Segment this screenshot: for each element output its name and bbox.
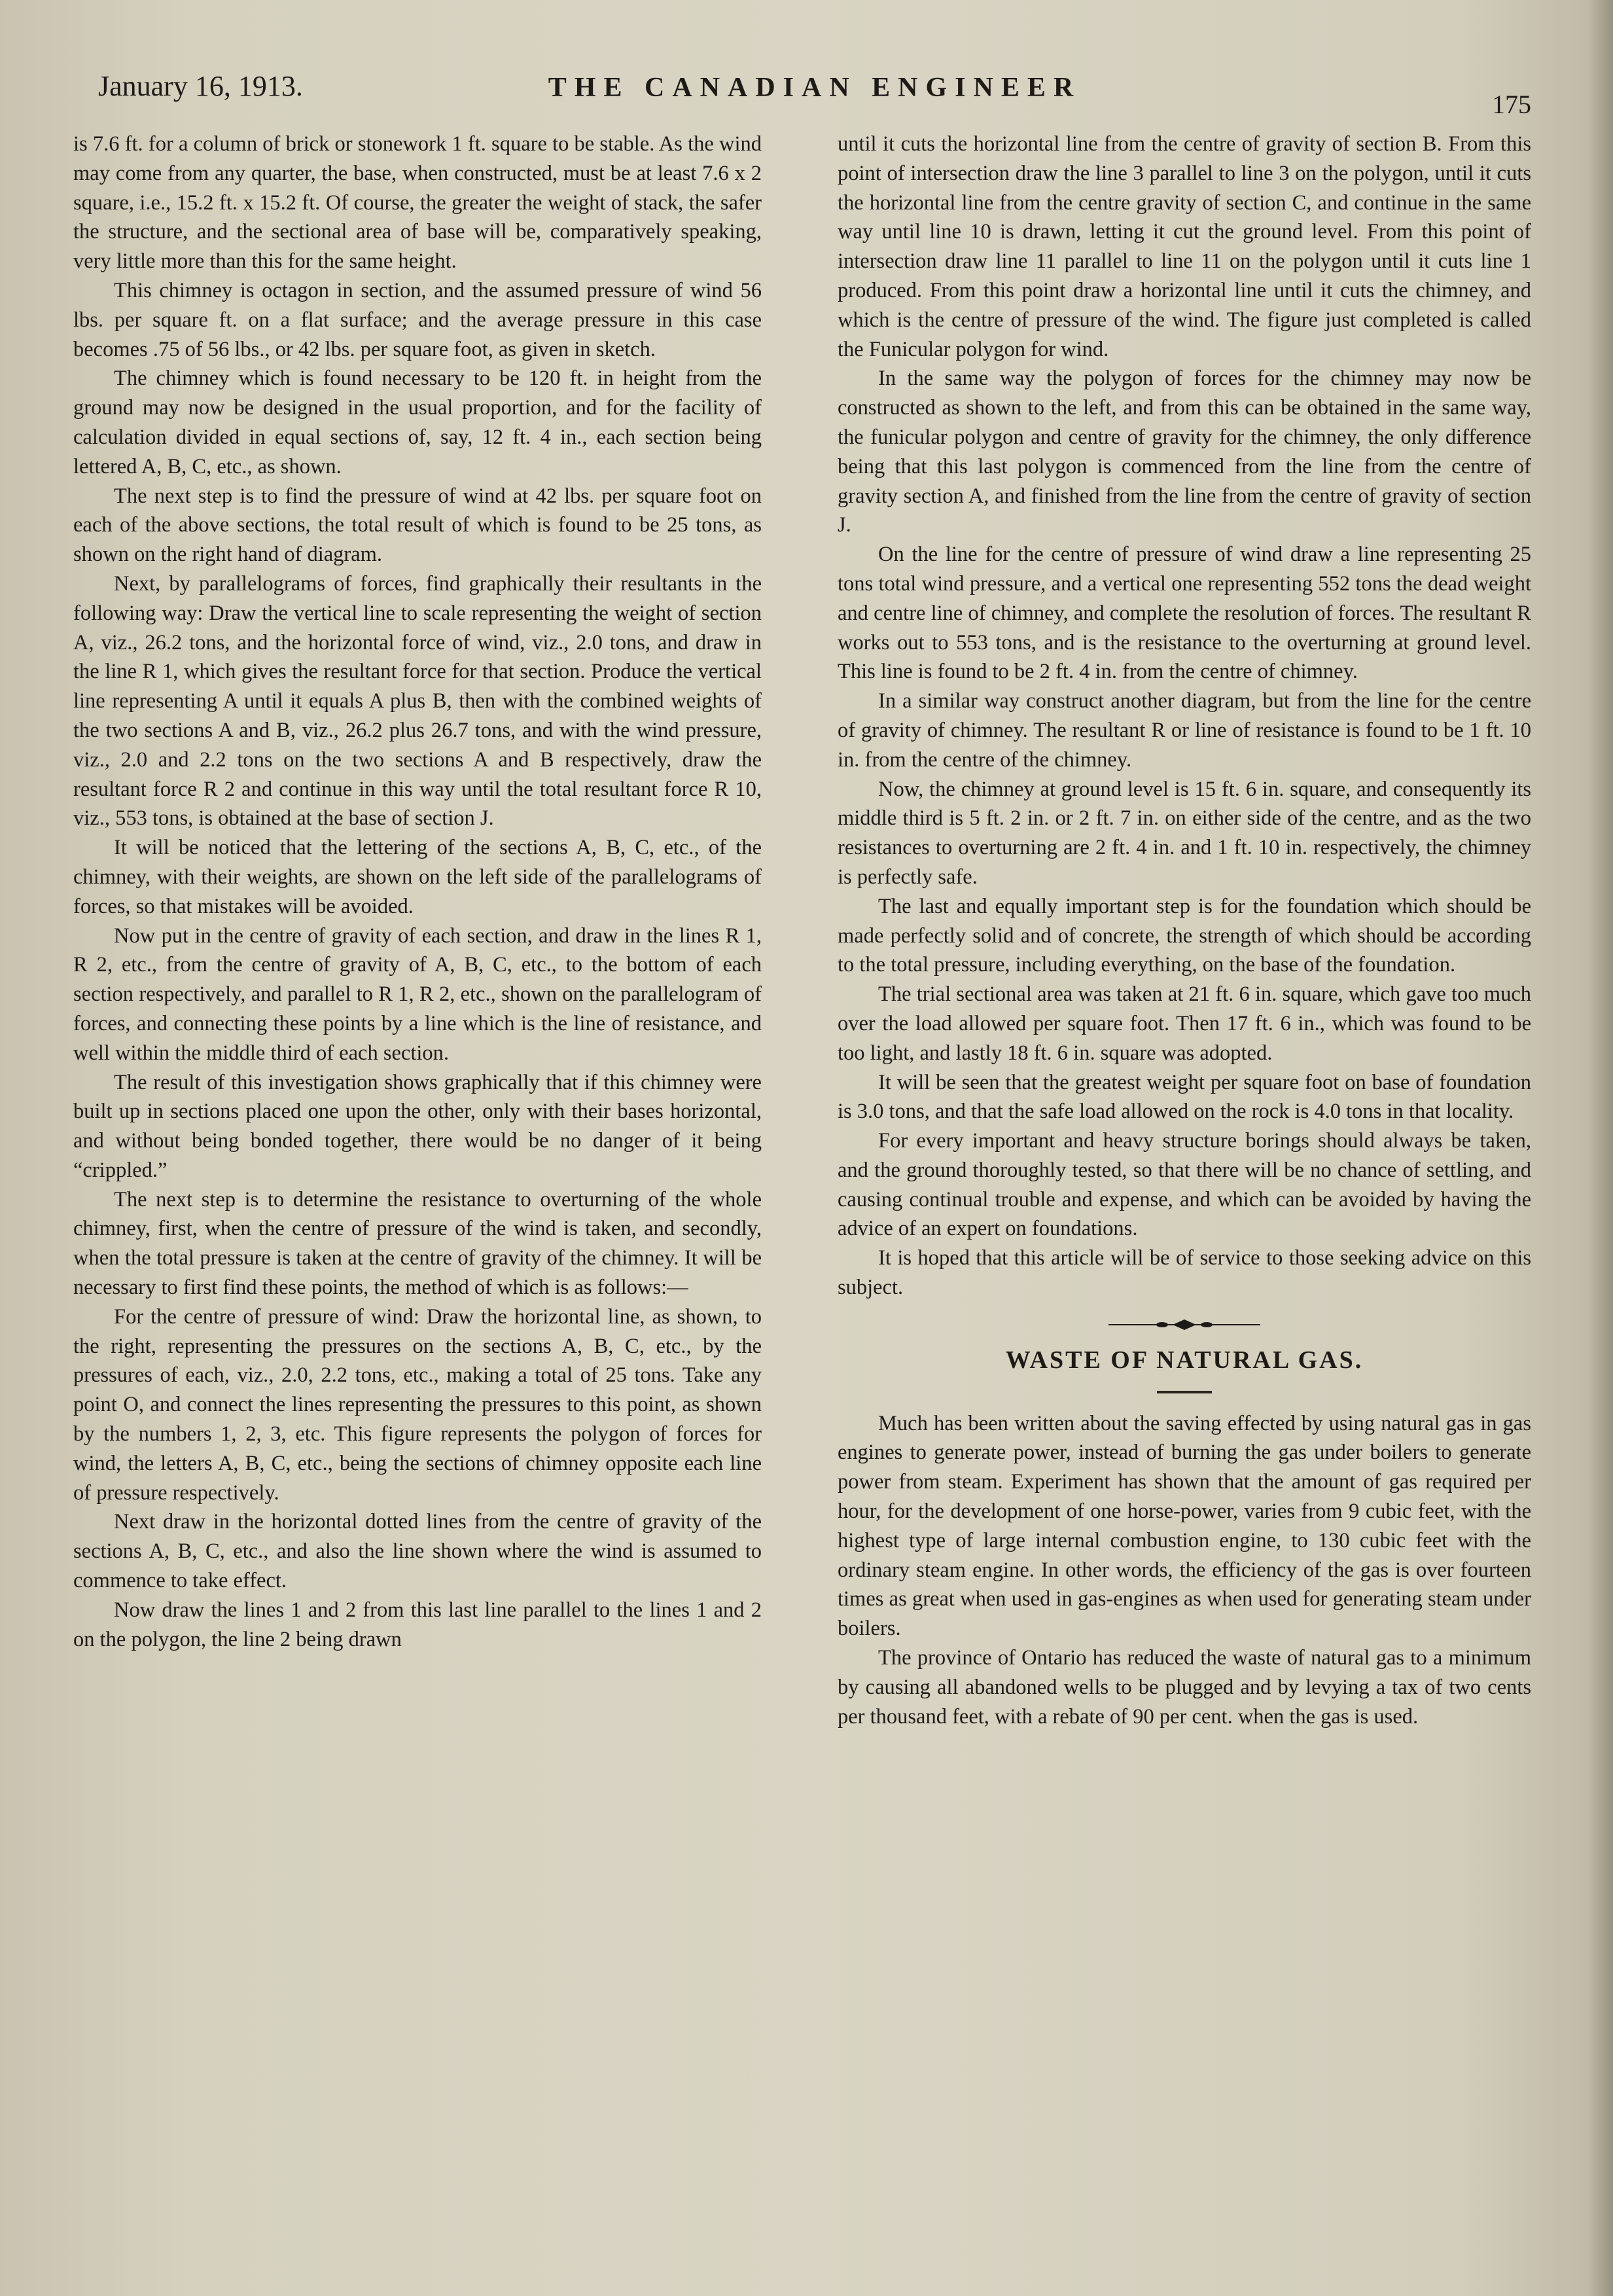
paragraph: Next, by parallelograms of forces, find graphically their resultants in the following way: Draw the vertical line to scale representing the weight of section A, viz., 26.2 tons, and the horizontal force of wind, viz., 2.0 tons, and draw in the line R 1, which gives the resultant force for that section. Produce the vertical line representing A until it equals A plus B, then with the combined weights of the two sections A and B, viz., 26.2 plus 26.7 tons, and with the wind pressure, viz., 2.0 and 2.2 tons on the two sections A and B respectively, draw the resultant force R 2 and continue in this way until the total resultant force R 10, viz., 553 tons, is obtained at the base of section J. (73, 571, 762, 831)
header-date: January 16, 1913. (98, 70, 303, 102)
paragraph: It is hoped that this article will be of service to those seeking advice on this subject. (838, 1246, 1531, 1300)
page-header (98, 65, 1531, 118)
paragraph: The result of this investigation shows graphically that if this chimney were built up in sections placed one upon the other, only with their bases horizontal, and without being bonded together, there would be no danger of it being “crippled.” (73, 1070, 762, 1182)
paragraph: Next draw in the horizontal dotted lines from the centre of gravity of the sections A, B, C, etc., and also the line shown where the wind is assumed to commence to take effect. (73, 1510, 762, 1593)
paragraph: This chimney is octagon in section, and the assumed pressure of wind 56 lbs. per square ft. on a flat surface; and the average pressure in this case becomes .75 of 56 lbs., or 42 lbs. per square foot, as given in sketch. (73, 278, 762, 361)
paragraph: Now, the chimney at ground level is 15 ft. 6 in. square, and consequently its middle third is 5 ft. 2 in. or 2 ft. 7 in. on either side of the centre, and as the two resistances to overturning are 2 ft. 4 in. and 1 ft. 10 in. respectively, the chimney is perfectly safe. (838, 777, 1531, 889)
page-number: 175 (1492, 90, 1531, 119)
paragraph: is 7.6 ft. for a column of brick or stonework 1 ft. square to be stable. As the wind may come from any quarter, the base, when constructed, must be at least 7.6 x 2 square, i.e., 15.2 ft. x 15.2 ft. Of course, the greater the weight of stack, the safer the structure, and the sectional area of base will be, comparatively speaking, very little more than this for the same height. (73, 132, 762, 274)
page-edge-shadow (1587, 0, 1613, 2296)
right-column (838, 130, 1531, 1731)
paragraph: It will be noticed that the lettering of the sections A, B, C, etc., of the chimney, with their weights, are shown on the left side of the parallelograms of forces, so that mistakes will be avoided. (73, 836, 762, 918)
title-rule (1157, 1391, 1212, 1393)
paragraph: For every important and heavy structure borings should always be taken, and the ground thoroughly tested, so that there will be no chance of settling, and causing continual trouble and expense, and which can be avoided by having the advice of an expert on foundations. (838, 1129, 1531, 1241)
paragraph: In a similar way construct another diagram, but from the line for the centre of gravity of chimney. The resultant R or line of resistance is found to be 1 ft. 10 in. from the centre of the chimney. (838, 689, 1531, 772)
paragraph: For the centre of pressure of wind: Draw the horizontal line, as shown, to the right, representing the pressures on the sections A, B, C, etc., by the pressures of each, viz., 2.0, 2.2 tons, etc., making a total of 25 tons. Take any point O, and connect the lines representing the pressures to this point, as shown by the numbers 1, 2, 3, etc. This figure represents the polygon of forces for wind, the letters A, B, C, etc., being the sections of chimney opposite each line of pressure respectively. (73, 1304, 762, 1505)
paragraph: The next step is to determine the resistance to overturning of the whole chimney, first, when the centre of pressure of the wind is taken, and secondly, when the total pressure is taken at the centre of gravity of the chimney. It will be necessary to first find these points, the method of which is as follows:— (73, 1187, 762, 1300)
paragraph: The chimney which is found necessary to be 120 ft. in height from the ground may now be designed in the usual proportion, and for the facility of calculation divided in equal sections of, say, 12 ft. 4 in., each section being lettered A, B, C, etc., as shown. (73, 367, 762, 478)
left-column (73, 130, 762, 1654)
paragraph: Now put in the centre of gravity of each section, and draw in the lines R 1, R 2, etc., from the centre of gravity of A, B, C, etc., to the bottom of each section respectively, and parallel to R 1, R 2, etc., shown on the parallelogram of forces, and connecting these points by a line which is the line of resistance, and well within the middle third of each section. (73, 924, 762, 1065)
paragraph: The trial sectional area was taken at 21 ft. 6 in. square, which gave too much over the load allowed per square foot. Then 17 ft. 6 in., which was found to be too light, and lastly 18 ft. 6 in. square was adopted. (838, 982, 1531, 1065)
journal-title: THE CANADIAN ENGINEER (548, 73, 1082, 103)
paragraph: It will be seen that the greatest weight per square foot on base of foundation is 3.0 tons, and that the safe load allowed on the rock is 4.0 tons in that locality. (838, 1070, 1531, 1124)
paragraph: Much has been written about the saving effected by using natural gas in gas engines to generate power, instead of burning the gas under boilers to generate power from steam. Experiment has shown that the amount of gas required per hour, for the development of one horse-power, varies from 9 cubic feet, with the highest type of large internal combustion engine, to 130 cubic feet with the ordinary steam engine. In other words, the efficiency of the gas is over fourteen times as great when used in gas-engines as when used for generating steam under boilers. (838, 1411, 1531, 1641)
paragraph: The next step is to find the pressure of wind at 42 lbs. per square foot on each of the above sections, the total result of which is found to be 25 tons, as shown on the right hand of diagram. (73, 484, 762, 567)
article-title: WASTE OF NATURAL GAS. (1005, 1346, 1364, 1374)
paragraph: On the line for the centre of pressure of wind draw a line representing 25 tons total wind pressure, and a vertical one representing 552 tons the dead weight and centre line of chimney, and complete the resolution of forces. The resultant R works out to 553 tons, and is the resistance to the overturning at ground level. This line is found to be 2 ft. 4 in. from the centre of chimney. (838, 543, 1531, 684)
paragraph: The last and equally important step is for the foundation which should be made perfectly solid and of concrete, the strength of which should be according to the total pressure, including everything, on the base of the foundation. (838, 894, 1531, 977)
paragraph: The province of Ontario has reduced the waste of natural gas to a minimum by causing all abandoned wells to be plugged and by levying a tax of two cents per thousand feet, with a rebate of 90 per cent. when the gas is used. (838, 1646, 1531, 1729)
paragraph: Now draw the lines 1 and 2 from this last line parallel to the lines 1 and 2 on the polygon, the line 2 being drawn (73, 1598, 762, 1651)
paragraph: until it cuts the horizontal line from the centre of gravity of section B. From this point of intersection draw the line 3 parallel to line 3 on the polygon, until it cuts the horizontal line from the centre gravity of section C, and continue in the same way until line 10 is drawn, letting it cut the ground level. From this point of intersection draw line 11 parallel to line 11 on the polygon until it cuts line 1 produced. From this point draw a horizontal line until it cuts the chimney, and which is the centre of pressure of the wind. The figure just completed is called the Funicular polygon for wind. (838, 132, 1531, 361)
paragraph: In the same way the polygon of forces for the chimney may now be constructed as shown to the left, and from this can be obtained in the same way, the funicular polygon and centre of gravity for the chimney, the only difference being that this last polygon is commenced from the line from the centre of gravity section A, and finished from the line from the centre of gravity of section J. (838, 367, 1531, 537)
section-divider-ornament (1106, 1317, 1263, 1333)
